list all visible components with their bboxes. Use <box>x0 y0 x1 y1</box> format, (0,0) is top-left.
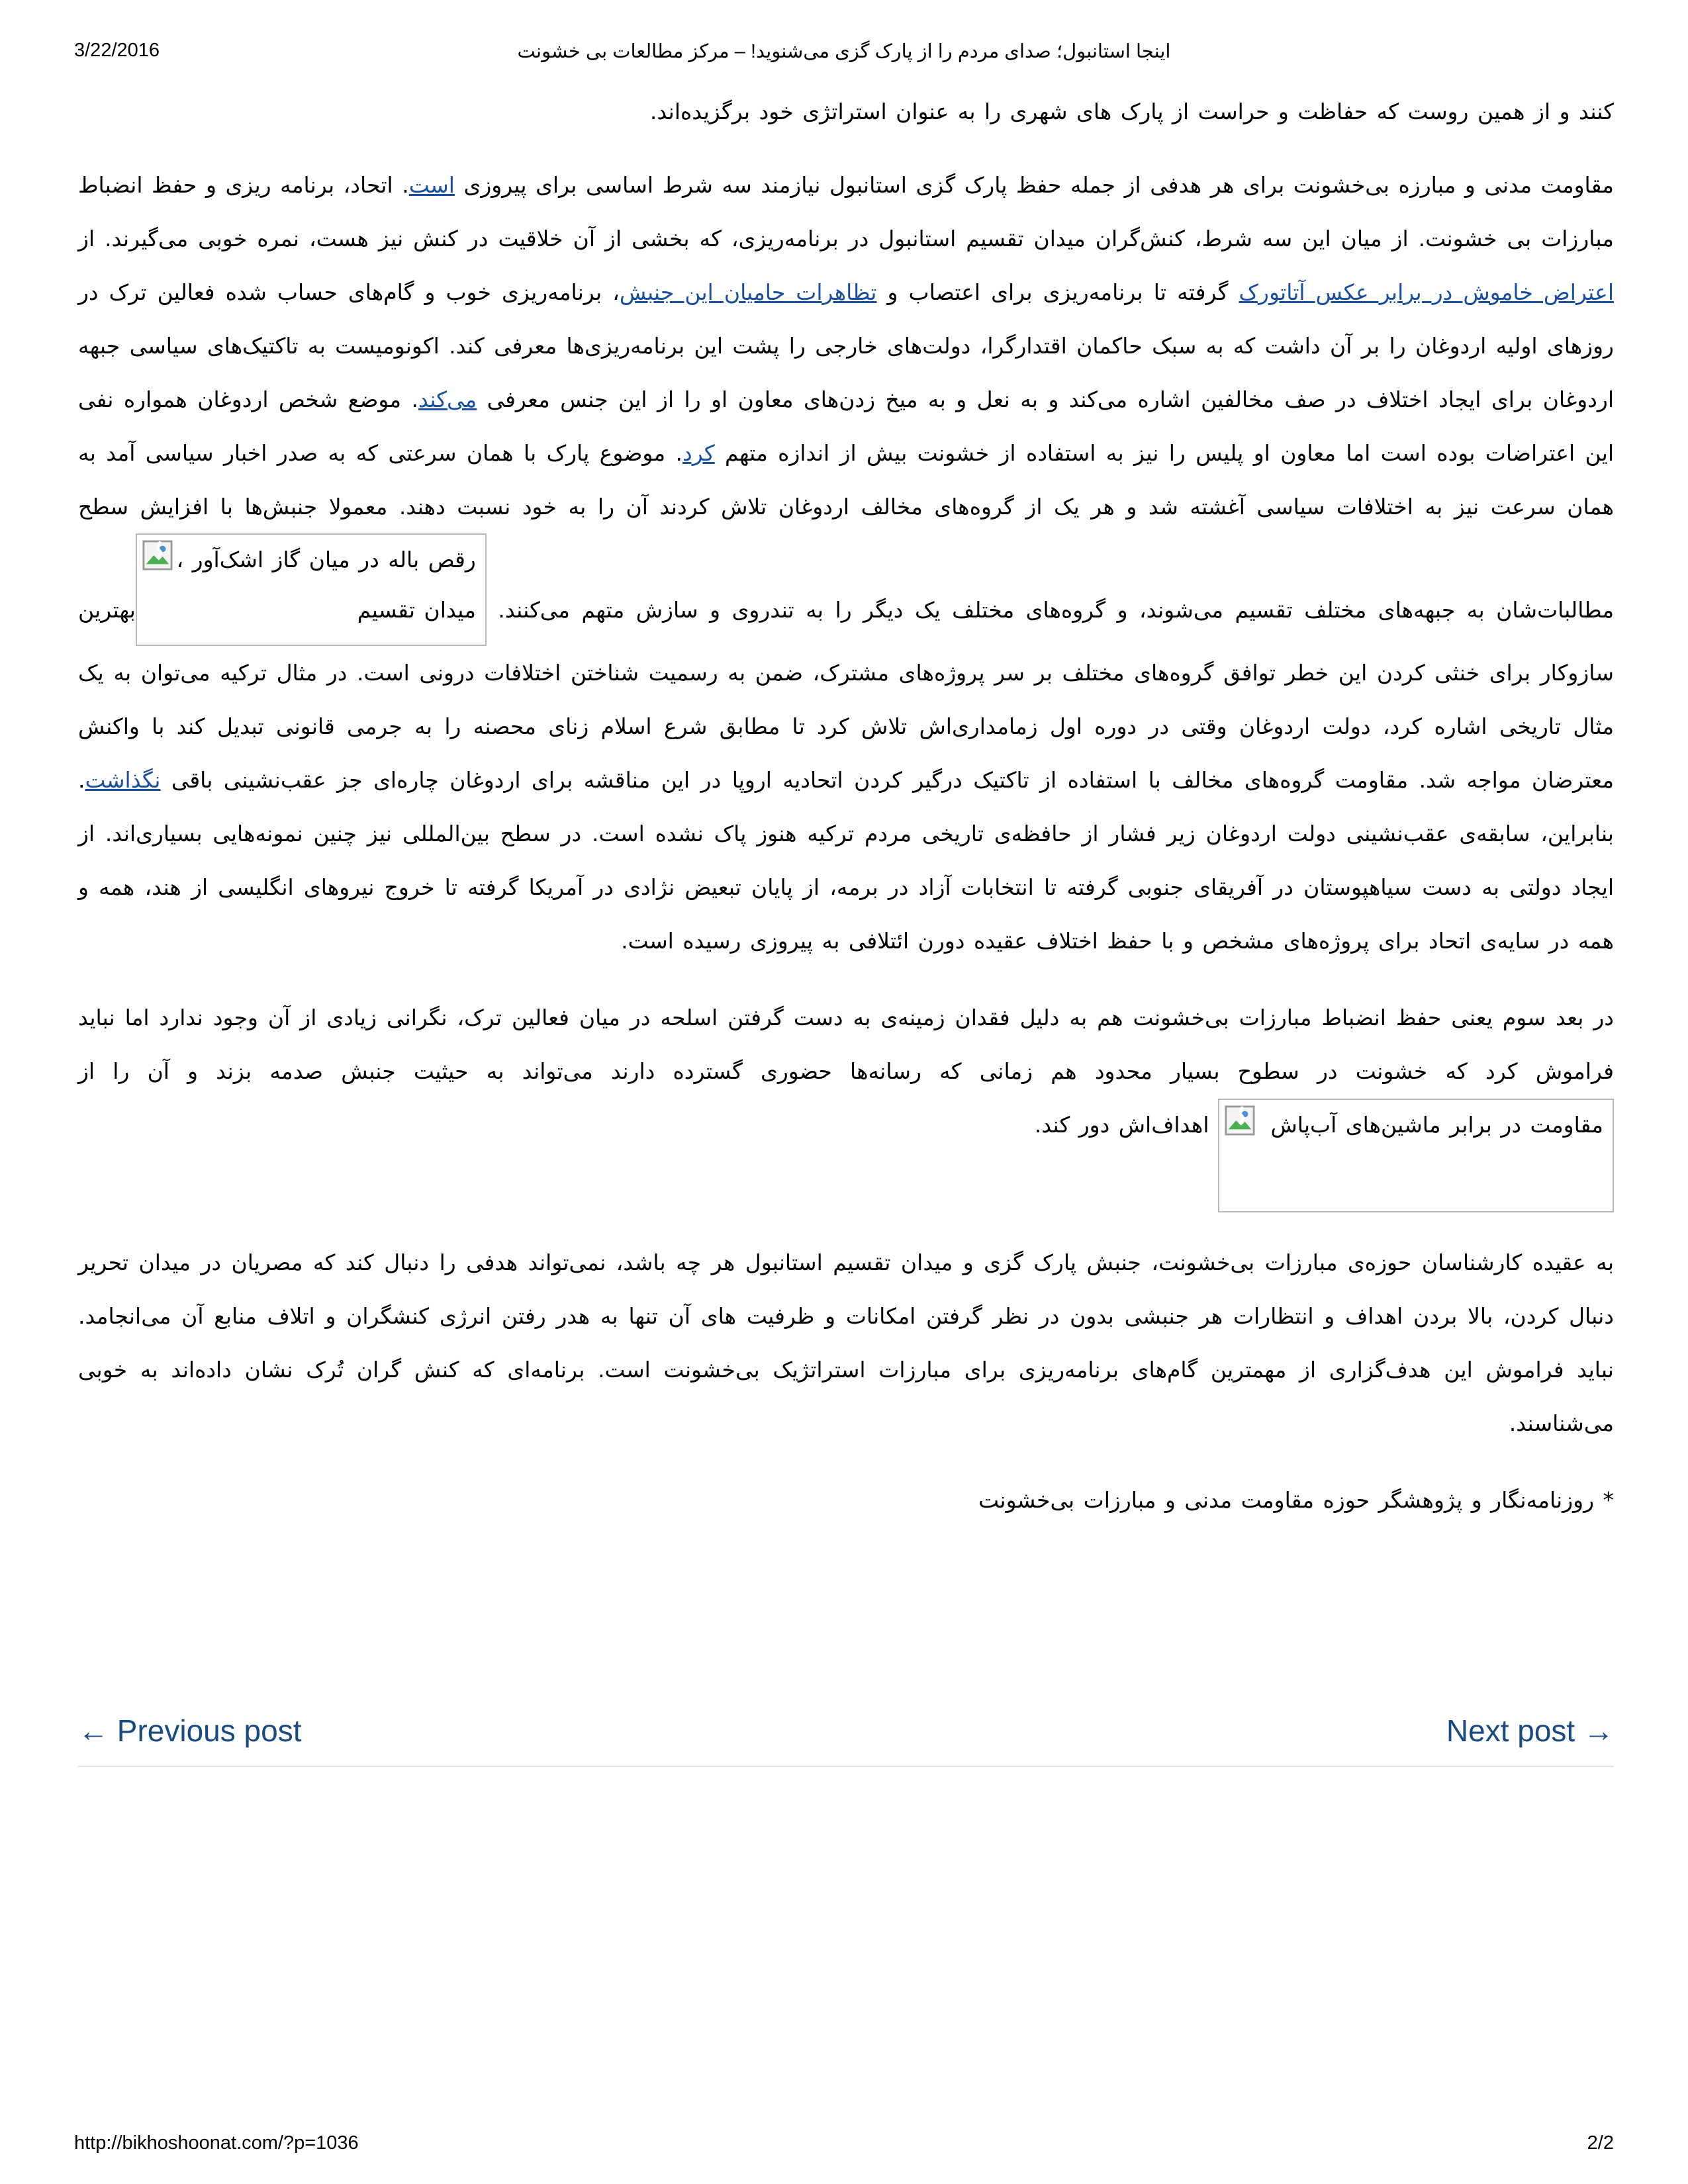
print-page-title: اینجا استانبول؛ صدای مردم را از پارک گزی می‌شنوید! – مرکز مطالعات بی خشونت <box>517 41 1171 62</box>
paragraph-2 <box>78 158 1614 968</box>
page-number: 2/2 <box>1587 2132 1614 2154</box>
author-note-text: * روزنامه‌نگار و پژوهشگر حوزه مقاومت مدنی و مبارزات بی‌خشونت <box>978 1487 1614 1513</box>
paragraph-3-text-1: در بعد سوم یعنی حفظ انضباط مبارزات بی‌خشونت هم به دلیل فقدان زمینه‌ی به دست گرفتن اسلحه در میان فعالین ترک، نگرانی زیادی از آن وجود ندارد اما نباید فراموش کرد که خشونت در سطوح بسیار محدود هم زمانی که رسانه‌ها حضوری گسترده دارند می‌تواند به حیثیت جنبش صدمه بزند و آن را از <box>78 1005 1614 1084</box>
broken-image-icon <box>142 540 173 570</box>
paragraph-3-text-2: اهداف‌اش دور کند. <box>1034 1112 1218 1138</box>
paragraph-2-text-7: بهترین سازوکار برای خنثی کردن این خطر توافق گروه‌های مختلف بر سر پروژه‌های مشترک، ضمن به رسمیت شناختن اختلافات درونی است. در مثال ترکیه می‌توان به یک مثال تاریخی اشاره کرد، دولت اردوغان وقتی در دوره اول زمامداری‌اش تلاش کرد تا مطابق شرع اسلام زنای محصنه را به جرمی قانونی تبدیل کند با واکنش معترضان مواجه شد. مقاومت گروه‌های مخالف با استفاده از تاکتیک درگیر کردن اتحادیه اروپا در این مناقشه برای اردوغان چاره‌ای جز عقب‌نشینی باقی <box>78 597 1614 793</box>
water-cannon-image-placeholder <box>1218 1099 1614 1212</box>
paragraph-2-text-1: مقاومت مدنی و مبارزه بی‌خشونت برای هر هدفی از جمله حفظ پارک گزی استانبول نیازمند سه شرط اساسی برای پیروزی <box>454 172 1614 198</box>
water-cannon-image-alt-text: مقاومت در برابر ماشین‌های آب‌پاش <box>1270 1112 1603 1138</box>
print-footer <box>74 2132 1614 2159</box>
paragraph-3 <box>78 991 1614 1212</box>
print-date: 3/22/2016 <box>74 40 160 61</box>
author-note <box>78 1473 1614 1527</box>
paragraph-2-text-8: . بنابراین، سابقه‌ی عقب‌نشینی دولت اردوغان زیر فشار از حافظه‌ی تاریخی مردم ترکیه هنوز پاک نشده است. در سطح بین‌المللی نیز چنین نمونه‌هایی بسیاری‌اند. از ایجاد دولتی به دست سیاهپوستان در آفریقای جنوبی گرفته تا انتخابات آزاد در برمه، از پایان تبعیض نژادی در آمریکا گرفته تا خروج نیروهای انگلیسی از هند، همه و همه در سایه‌ی اتحاد برای پروژه‌های مشخص و با حفظ اختلاف عقیده دورن ائتلافی به پیروزی رسیده است. <box>78 767 1614 954</box>
page-url: http://bikhoshoonat.com/?p=1036 <box>74 2132 359 2154</box>
paragraph-2-text-3: گرفته تا برنامه‌ریزی برای اعتصاب و <box>876 279 1239 305</box>
paragraph-2-text-5: . موضع شخص اردوغان همواره نفی این اعتراضات بوده است اما معاون او پلیس را نیز به استفاده از خشونت بیش از اندازه متهم <box>78 387 1614 466</box>
post-navigation <box>78 1706 1614 1767</box>
link-is[interactable]: است <box>408 172 455 198</box>
article-body <box>78 85 1614 1550</box>
paragraph-4 <box>78 1236 1614 1450</box>
paragraph-2-text-4: ، برنامه‌ریزی خوب و گام‌های حساب شده فعالین ترک در روزهای اولیه اردوغان را بر آن داشت که به سبک حاکمان اقتدارگرا، دولت‌های خارجی را پشت این برنامه‌ریزی‌ها معرفی کند. اکونومیست به تاکتیک‌های سیاسی جبهه اردوغان برای ایجاد اختلاف در صف مخالفین اشاره می‌کند و به نعل و به میخ زدن‌های معاون او را از این جنس معرفی <box>78 279 1614 412</box>
previous-post-link[interactable]: ← Previous post <box>78 1713 302 1748</box>
link-does[interactable]: می‌کند <box>418 387 477 412</box>
paragraph-2-text-2: . اتحاد، برنامه ریزی و حفظ انضباط مبارزات بی خشونت. از میان این سه شرط، کنش‌گران میدان تقسیم استانبول در برنامه‌ریزی، که بخشی از آن خلاقیت در کنش نیز هست، نمره خوبی می‌گیرند. از <box>78 172 1614 251</box>
paragraph-1-text: کنند و از همین روست که حفاظت و حراست از پارک های شهری را به عنوان استراتژی خود برگزیده‌اند. <box>649 99 1614 124</box>
link-left-no-choice[interactable]: نگذاشت <box>85 767 161 793</box>
paragraph-4-text: به عقیده کارشناسان حوزه‌ی مبارزات بی‌خشونت، جنبش پارک گزی و میدان تقسیم استانبول هر چه باشد، نمی‌تواند هدفی را دنبال کند که مصریان در میدان تحریر دنبال کردن، بالا بردن اهداف و انتظارات هر جنبشی بدون در نظر گرفتن امکانات و ظرفیت های آن تنها به هدر رفتن انرژی کنشگران و اتلاف منابع آن می‌انجامد. نباید فراموش این هدف‌گزاری از مهمترین گام‌های برنامه‌ریزی برای مبارزات استراتژیک بی‌خشونت است. برنامه‌ای که کنش گران تُرک نشان داده‌اند به خوبی می‌شناسند. <box>78 1250 1614 1436</box>
link-did[interactable]: کرد <box>682 440 715 466</box>
paragraph-1 <box>78 85 1614 138</box>
link-silent-protest[interactable]: اعتراض خاموش در برابر عکس آتاتورک <box>1239 279 1614 305</box>
paragraph-2-text-6: . موضوع پارک با همان سرعتی که به صدر اخبار سیاسی آمد به همان سرعت نیز به اختلافات سیاسی آغشته شد و هر یک از گروه‌های مخالف اردوغان تلاش کردند آن را به خود نسبت دهند. معمولا جنبش‌ها با افزایش سطح مطالبات‌شان به جبهه‌های مختلف تقسیم می‌شوند، و گروه‌های مختلف یک دیگر را به تندروی و سازش متهم می‌کنند. <box>78 440 1614 623</box>
link-supporters-demonstration[interactable]: تظاهرات حامیان این جنبش <box>619 279 877 305</box>
broken-image-icon <box>1225 1105 1255 1136</box>
next-post-link[interactable]: Next post → <box>1446 1713 1614 1748</box>
print-header <box>74 40 1614 66</box>
ballet-image-placeholder <box>136 533 487 646</box>
ballet-image-alt-text: رقص باله در میان گاز اشک‌آور ، میدان تقسیم <box>176 547 476 623</box>
